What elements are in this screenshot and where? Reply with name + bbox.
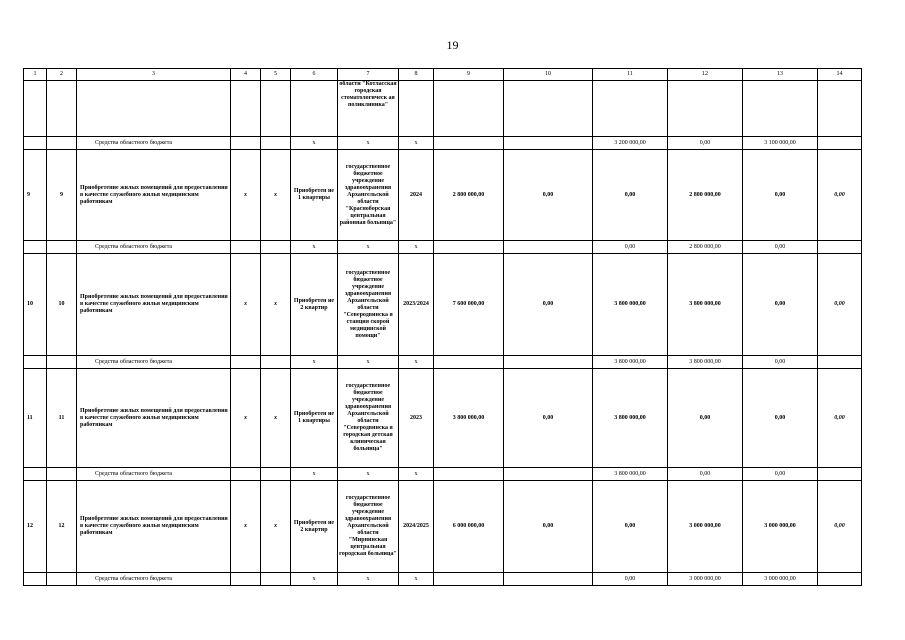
row-number: 11 <box>24 369 47 468</box>
year-cell: 2023/2024 <box>399 254 434 356</box>
cell: х <box>338 468 399 481</box>
row-number: 9 <box>24 150 47 241</box>
amount-cell: 3 000 000,00 <box>743 481 818 573</box>
cell: 2 800 000,00 <box>668 241 743 254</box>
item-number: 10 <box>47 254 77 356</box>
cell: х <box>291 356 338 369</box>
cell: х <box>231 254 261 356</box>
cell: 0,00 <box>668 137 743 150</box>
cell: 0,00 <box>743 468 818 481</box>
funding-source-label: Средства областного бюджета <box>77 468 231 481</box>
cell: 0,00 <box>593 573 668 586</box>
cell <box>434 468 504 481</box>
amount-cell: 0,00 <box>668 369 743 468</box>
column-number: 12 <box>668 69 743 81</box>
cell: 0,00 <box>743 356 818 369</box>
amount-cell: 0,00 <box>818 369 862 468</box>
cell: х <box>399 356 434 369</box>
column-number: 6 <box>291 69 338 81</box>
continuation-row <box>24 81 862 137</box>
institution-cell: государственное бюджетное учреждение здравоохранения Архангельской области "Северодвинска я городская детская клиническая больница" <box>338 369 399 468</box>
funding-row <box>24 468 862 481</box>
cell: х <box>338 241 399 254</box>
cell <box>504 241 593 254</box>
cell: х <box>399 573 434 586</box>
cell: х <box>261 369 291 468</box>
cell: х <box>261 481 291 573</box>
amount-cell: 0,00 <box>743 369 818 468</box>
cell <box>434 356 504 369</box>
cell: х <box>231 150 261 241</box>
item-number: 9 <box>47 150 77 241</box>
cell: х <box>338 573 399 586</box>
cell: х <box>231 481 261 573</box>
cell <box>504 137 593 150</box>
cell <box>818 468 862 481</box>
row-number: 10 <box>24 254 47 356</box>
column-number: 2 <box>47 69 77 81</box>
amount-cell: 2 800 000,00 <box>668 150 743 241</box>
result-cell: Приобретен ие 1 квартиры <box>291 369 338 468</box>
funding-source-label: Средства областного бюджета <box>77 241 231 254</box>
amount-cell: 0,00 <box>743 254 818 356</box>
funding-row <box>24 573 862 586</box>
page-number: 19 <box>446 38 459 52</box>
cell: 0,00 <box>593 241 668 254</box>
result-cell: Приобретен ие 1 квартиры <box>291 150 338 241</box>
column-number-row <box>24 69 862 81</box>
funding-row <box>24 356 862 369</box>
column-number: 11 <box>593 69 668 81</box>
cell: х <box>291 468 338 481</box>
cell <box>434 241 504 254</box>
amount-cell: 0,00 <box>593 481 668 573</box>
column-number: 14 <box>818 69 862 81</box>
cell: 3 800 000,00 <box>668 356 743 369</box>
cell <box>818 241 862 254</box>
activity-name: Приобретение жилых помещений для предоставления в качестве служебного жилья медицинским работникам <box>77 481 231 573</box>
cell: х <box>261 254 291 356</box>
item-number: 12 <box>47 481 77 573</box>
institution-cell: государственное бюджетное учреждение здравоохранения Архангельской области "Северодвинска я станция скорой медицинской помощи" <box>338 254 399 356</box>
cell: х <box>338 356 399 369</box>
activity-name: Приобретение жилых помещений для предоставления в качестве служебного жилья медицинским работникам <box>77 254 231 356</box>
amount-cell: 0,00 <box>504 481 593 573</box>
cell: 3 800 000,00 <box>593 468 668 481</box>
funding-row <box>24 241 862 254</box>
column-number: 7 <box>338 69 399 81</box>
column-number: 3 <box>77 69 231 81</box>
cell <box>434 137 504 150</box>
cell: х <box>291 137 338 150</box>
cell: х <box>291 573 338 586</box>
cell: х <box>261 150 291 241</box>
cell <box>504 356 593 369</box>
cell: х <box>399 241 434 254</box>
amount-cell: 0,00 <box>743 150 818 241</box>
cell: х <box>338 137 399 150</box>
cell: х <box>399 468 434 481</box>
cell: 0,00 <box>743 241 818 254</box>
year-cell: 2024/2025 <box>399 481 434 573</box>
amount-cell: 0,00 <box>504 254 593 356</box>
institution-cell: области "Котласская городская стоматологическ ая поликлиника" <box>338 81 399 137</box>
cell: 0,00 <box>668 468 743 481</box>
funding-source-label: Средства областного бюджета <box>77 573 231 586</box>
cell <box>818 137 862 150</box>
amount-cell: 2 800 000,00 <box>434 150 504 241</box>
funding-source-label: Средства областного бюджета <box>77 356 231 369</box>
amount-cell: 0,00 <box>818 481 862 573</box>
table-row <box>24 150 862 241</box>
cell: 3 800 000,00 <box>593 356 668 369</box>
funding-source-label: Средства областного бюджета <box>77 137 231 150</box>
amount-cell: 0,00 <box>818 254 862 356</box>
cell <box>434 573 504 586</box>
column-number: 9 <box>434 69 504 81</box>
year-cell: 2023 <box>399 369 434 468</box>
cell <box>818 356 862 369</box>
cell: 3 100 000,00 <box>743 137 818 150</box>
amount-cell: 0,00 <box>504 369 593 468</box>
result-cell: Приобретен ие 2 квартир <box>291 481 338 573</box>
column-number: 1 <box>24 69 47 81</box>
cell: 3 000 000,00 <box>668 573 743 586</box>
amount-cell: 0,00 <box>593 150 668 241</box>
cell <box>818 573 862 586</box>
amount-cell: 3 800 000,00 <box>593 254 668 356</box>
amount-cell: 0,00 <box>504 150 593 241</box>
cell: 3 000 000,00 <box>743 573 818 586</box>
funding-row <box>24 137 862 150</box>
column-number: 4 <box>231 69 261 81</box>
result-cell: Приобретен ие 2 квартир <box>291 254 338 356</box>
column-number: 10 <box>504 69 593 81</box>
year-cell: 2024 <box>399 150 434 241</box>
cell: 3 200 000,00 <box>593 137 668 150</box>
institution-cell: государственное бюджетное учреждение здравоохранения Архангельской области "Красноборская центральная районная больница" <box>338 150 399 241</box>
cell <box>504 468 593 481</box>
column-number: 13 <box>743 69 818 81</box>
activity-name: Приобретение жилых помещений для предоставления в качестве служебного жилья медицинским работникам <box>77 369 231 468</box>
amount-cell: 3 000 000,00 <box>668 481 743 573</box>
amount-cell: 3 800 000,00 <box>434 369 504 468</box>
amount-cell: 6 000 000,00 <box>434 481 504 573</box>
column-number: 8 <box>399 69 434 81</box>
column-number: 5 <box>261 69 291 81</box>
row-number: 12 <box>24 481 47 573</box>
amount-cell: 0,00 <box>818 150 862 241</box>
table-row <box>24 481 862 573</box>
budget-table <box>23 68 862 586</box>
cell <box>504 573 593 586</box>
amount-cell: 7 600 000,00 <box>434 254 504 356</box>
activity-name: Приобретение жилых помещений для предоставления в качестве служебного жилья медицинским работникам <box>77 150 231 241</box>
cell: х <box>231 369 261 468</box>
item-number: 11 <box>47 369 77 468</box>
amount-cell: 3 800 000,00 <box>668 254 743 356</box>
cell: х <box>399 137 434 150</box>
cell: х <box>291 241 338 254</box>
amount-cell: 3 800 000,00 <box>593 369 668 468</box>
table-row <box>24 254 862 356</box>
table-row <box>24 369 862 468</box>
institution-cell: государственное бюджетное учреждение здравоохранения Архангельской области "Мирнинская центральная городская больница" <box>338 481 399 573</box>
